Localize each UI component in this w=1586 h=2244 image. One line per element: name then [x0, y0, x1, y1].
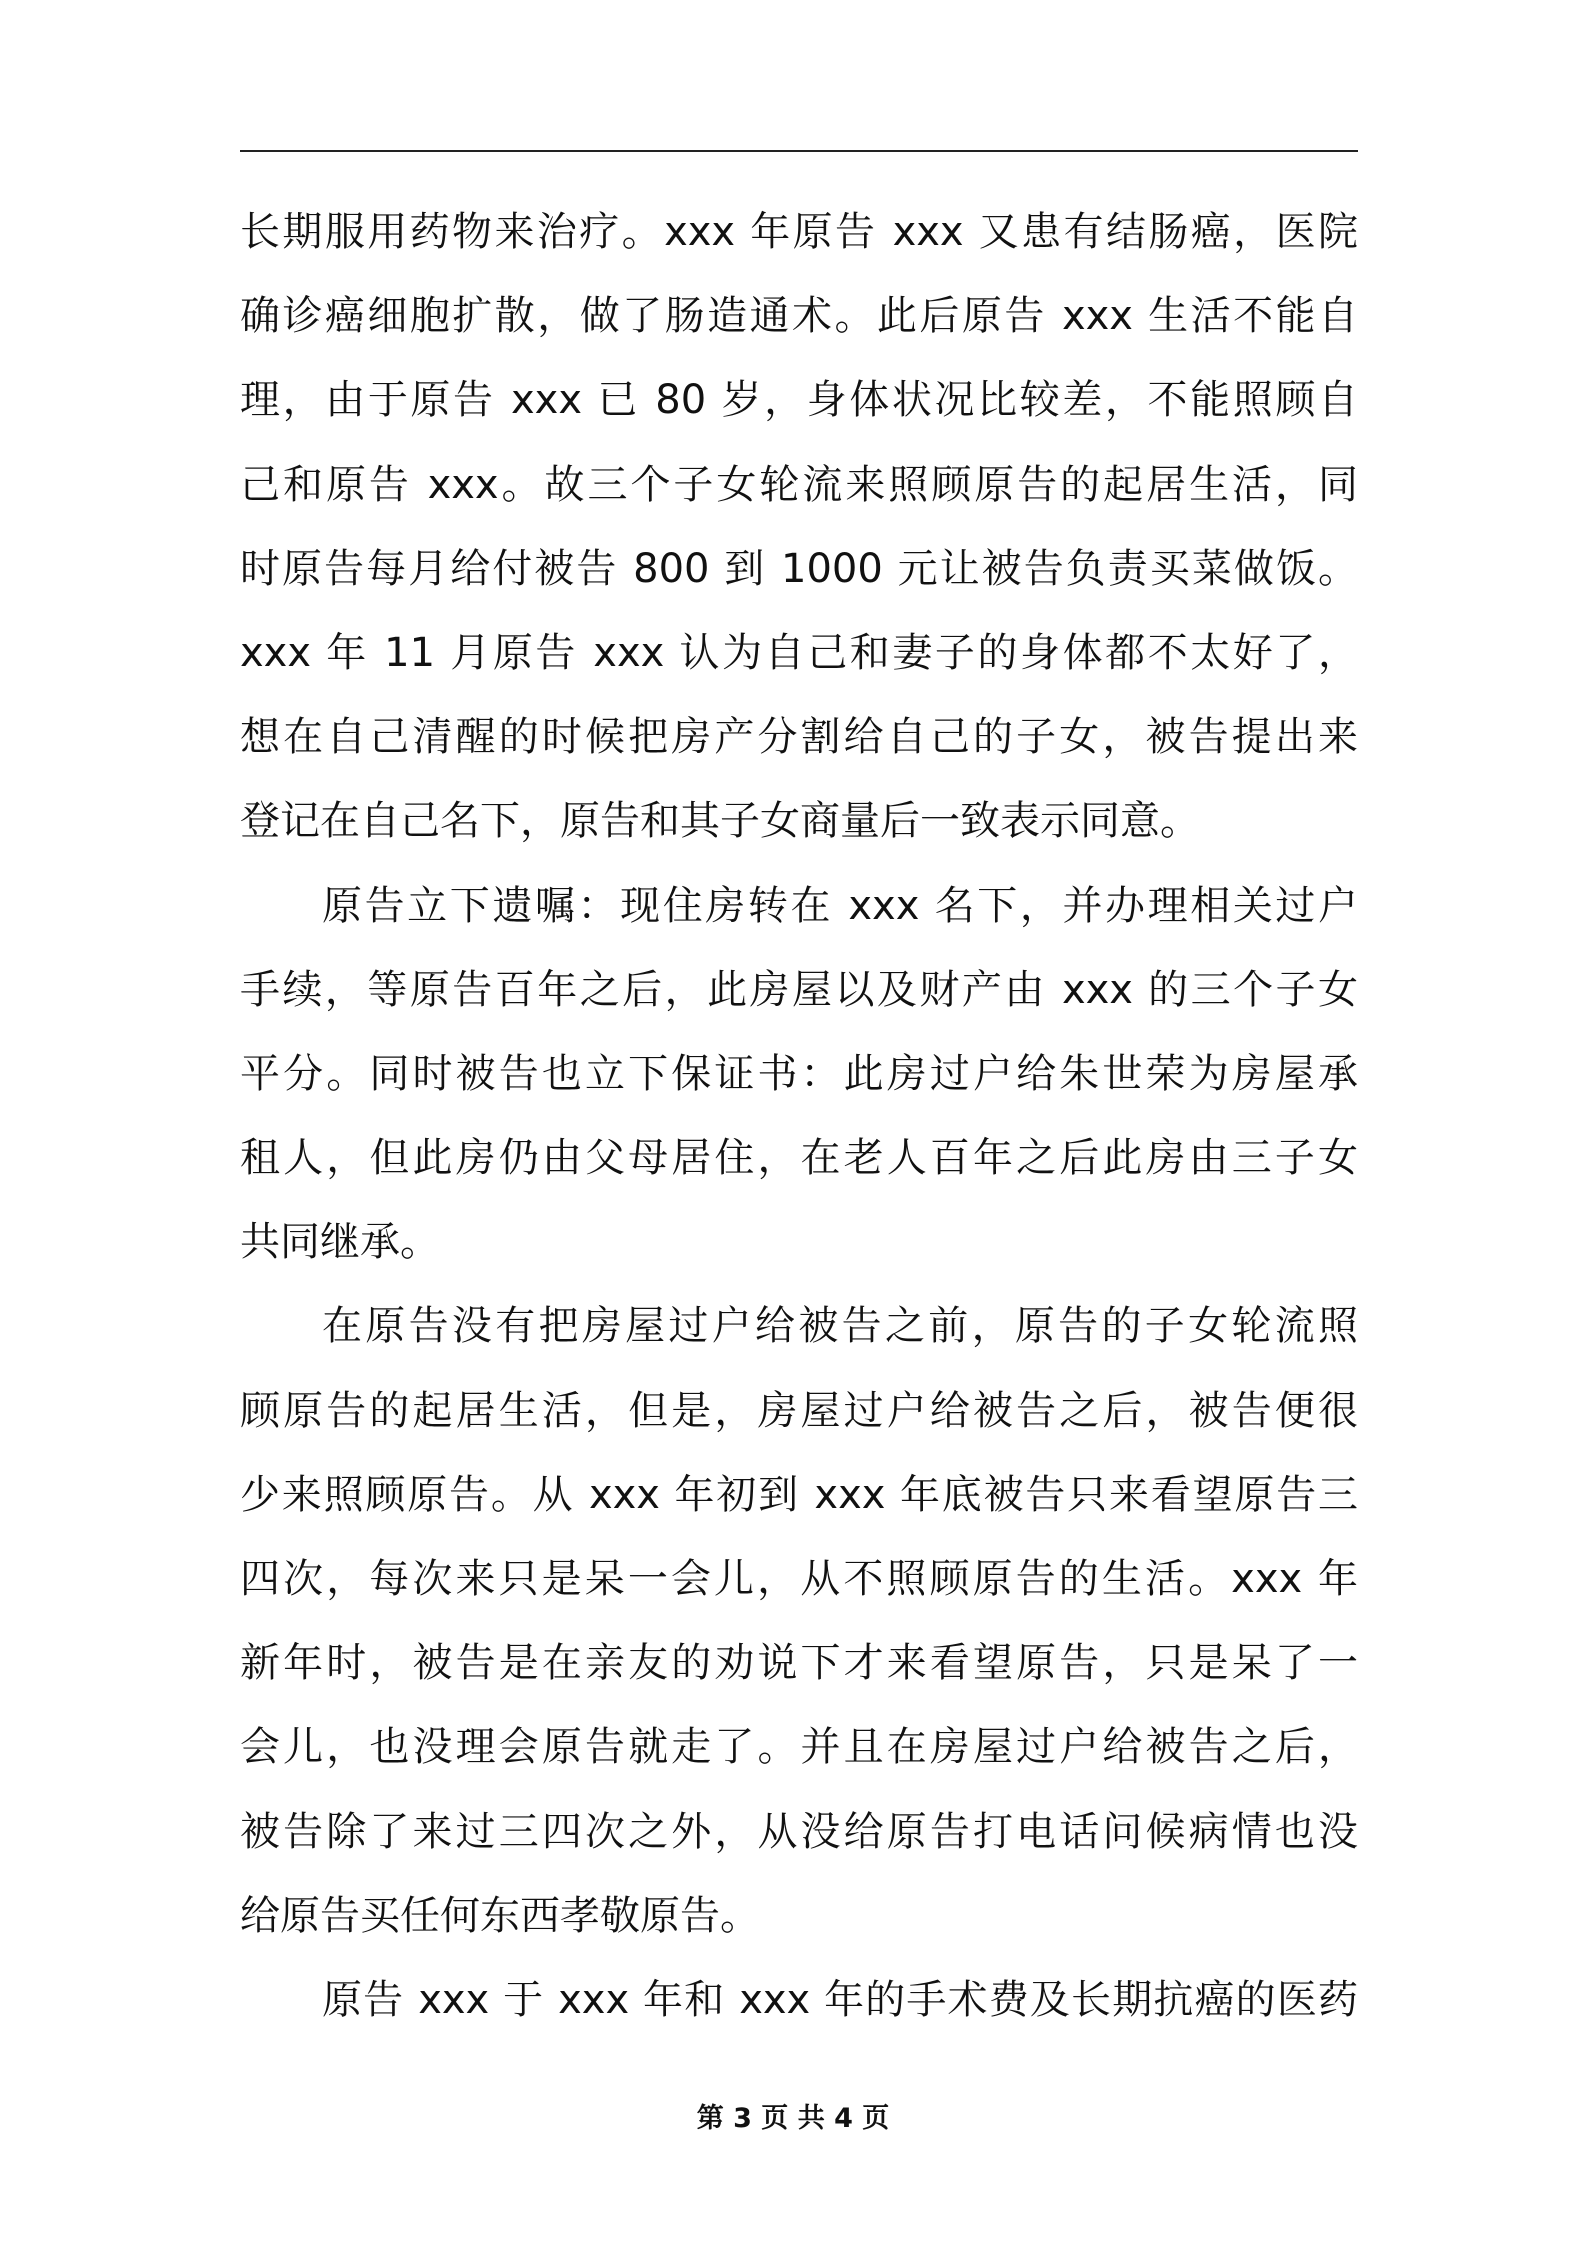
text-line: 理，由于原告 xxx 已 80 岁，身体状况比较差，不能照顾自	[240, 377, 1358, 424]
paragraph	[240, 864, 1358, 1285]
document-body	[240, 190, 1358, 2042]
text-line: xxx 年 11 月原告 xxx 认为自己和妻子的身体都不太好了，	[240, 629, 1358, 676]
text-line: 时原告每月给付被告 800 到 1000 元让被告负责买菜做饭。	[240, 545, 1358, 592]
text-line: 原告 xxx 于 xxx 年和 xxx 年的手术费及长期抗癌的医药	[322, 1976, 1358, 2023]
page-footer: 第 3 页 共 4 页	[696, 2103, 890, 2134]
paragraph	[240, 190, 1358, 864]
text-line: 确诊癌细胞扩散，做了肠造通术。此后原告 xxx 生活不能自	[240, 293, 1358, 340]
text-line: 被告除了来过三四次之外，从没给原告打电话问候病情也没	[240, 1808, 1358, 1855]
text-line: 想在自己清醒的时候把房产分割给自己的子女，被告提出来	[240, 714, 1358, 761]
paragraph	[240, 1284, 1358, 1958]
text-line: 原告立下遗嘱：现住房转在 xxx 名下，并办理相关过户	[322, 882, 1358, 929]
text-line: 新年时，被告是在亲友的劝说下才来看望原告，只是呆了一	[240, 1640, 1358, 1687]
text-line: 租人，但此房仍由父母居住，在老人百年之后此房由三子女	[240, 1135, 1358, 1182]
text-line: 登记在自己名下，原告和其子女商量后一致表示同意。	[240, 798, 1200, 845]
text-line: 四次，每次来只是呆一会儿，从不照顾原告的生活。xxx 年	[240, 1556, 1358, 1602]
paragraph	[240, 1958, 1358, 2042]
text-line: 顾原告的起居生活，但是，房屋过户给被告之后，被告便很	[240, 1387, 1358, 1434]
text-line: 平分。同时被告也立下保证书：此房过户给朱世荣为房屋承	[240, 1050, 1358, 1097]
text-line: 长期服用药物来治疗。xxx 年原告 xxx 又患有结肠癌，医院	[240, 209, 1358, 255]
text-line: 少来照顾原告。从 xxx 年初到 xxx 年底被告只来看望原告三	[240, 1471, 1358, 1518]
header-rule	[240, 150, 1358, 152]
text-line: 己和原告 xxx。故三个子女轮流来照顾原告的起居生活，同	[240, 461, 1358, 508]
text-line: 在原告没有把房屋过户给被告之前，原告的子女轮流照	[322, 1303, 1358, 1350]
text-line: 手续，等原告百年之后，此房屋以及财产由 xxx 的三个子女	[240, 966, 1358, 1013]
text-line: 给原告买任何东西孝敬原告。	[240, 1892, 760, 1939]
text-line: 共同继承。	[240, 1219, 440, 1266]
text-line: 会儿，也没理会原告就走了。并且在房屋过户给被告之后，	[240, 1724, 1358, 1771]
